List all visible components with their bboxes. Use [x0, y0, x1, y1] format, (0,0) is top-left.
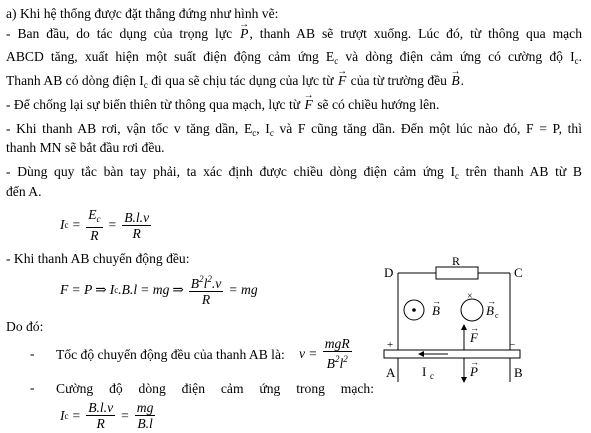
l6-e: và F cũng tăng dần. Đến một lúc nào đó, F = P, thì	[273, 121, 582, 136]
sym-v: .v	[211, 276, 222, 291]
sub-c: c	[252, 128, 257, 138]
vec-arrow-B: →	[432, 296, 441, 306]
l5-a: - Để chống lại sự biến thiên từ thông qua mạch, lực từ	[6, 97, 301, 112]
eq-sign: =	[309, 345, 317, 361]
implies-arrow: ⇒	[95, 281, 107, 297]
frac-Ec-R	[86, 207, 102, 243]
frac-mg-Bl	[135, 400, 156, 431]
sup-2: 2	[343, 354, 348, 364]
sub-c: c	[96, 214, 101, 224]
sym-R: R	[90, 228, 99, 243]
sym-R: R	[96, 416, 105, 431]
line-1: a) Khi hệ thống được đặt thẳng đứng như hình vẽ:	[6, 6, 279, 21]
sym-B: B	[190, 276, 200, 291]
bullet-2: Cường độ dòng điện cảm ứng trong mạch:	[56, 381, 374, 396]
l5-b: sẽ có chiều hướng lên.	[313, 97, 440, 112]
eq-sign: =	[72, 217, 81, 232]
line-4	[6, 72, 464, 94]
label-Bc: B	[486, 303, 494, 318]
sym-P: P	[83, 281, 93, 297]
sub-c: c	[574, 56, 579, 66]
line-5	[6, 96, 439, 114]
label-C: C	[514, 265, 523, 280]
formula-current	[60, 207, 153, 243]
bullet-1: Tốc độ chuyển động đều của thanh AB là:	[56, 347, 285, 362]
label-Bc-sub: c	[495, 311, 499, 320]
sym-B: B	[326, 356, 335, 371]
sub-c: c	[454, 171, 459, 181]
line-13: Do đó:	[6, 319, 44, 334]
sym-l: l	[339, 356, 344, 371]
sym-F: F	[60, 281, 69, 297]
sup-2: 2	[199, 274, 204, 284]
line-11: - Khi thanh AB chuyển động đều:	[6, 251, 190, 266]
plus-sign: +	[387, 339, 394, 351]
sup-2: 2	[334, 354, 340, 364]
sym-mg: mg	[241, 281, 258, 297]
eq-sign: =	[108, 217, 117, 232]
label-R: R	[452, 254, 461, 268]
sym-l: l	[203, 276, 208, 291]
sym-R: R	[132, 225, 141, 241]
sym-I: I	[109, 281, 115, 297]
label-Ic: I	[422, 364, 427, 379]
field-dot	[412, 308, 416, 312]
frac-B2l2v-R	[189, 272, 224, 307]
line-7: thanh MN sẽ bắt đầu rơi đều.	[6, 140, 165, 155]
minus-sign: −	[509, 339, 516, 351]
sym-v: v	[299, 345, 306, 361]
vec-arrow-F: →	[470, 323, 479, 333]
eq-sign: =	[229, 281, 237, 297]
line-8	[6, 163, 582, 185]
bar-AB	[384, 350, 520, 358]
vector-P: → P	[239, 25, 249, 43]
label-F: F	[470, 330, 478, 345]
label-P: P	[470, 364, 478, 379]
sym-mgR: mgR	[324, 336, 350, 351]
sym-Bl: B.l	[137, 416, 153, 431]
frac-mgR	[323, 336, 352, 371]
sym-I: I	[60, 217, 65, 232]
l4-c: đi qua sẽ chịu tác dụng của lực từ	[147, 73, 334, 88]
sub-c: c	[143, 80, 148, 90]
sub-c: c	[64, 410, 69, 421]
eq-sign: =	[121, 407, 129, 423]
l6-c: , I	[256, 121, 270, 136]
sym-mg: mg	[152, 281, 170, 297]
eq-sign: =	[72, 281, 80, 297]
l3-a: ABCD tăng, xuất hiện một suất điện động cảm ứng E	[6, 49, 335, 64]
l6-a: - Khi thanh AB rơi, vận tốc v tăng dần, E	[6, 121, 253, 136]
vector-F: → F	[337, 72, 347, 90]
formula-current-final	[60, 400, 157, 431]
l8-a: - Dùng quy tắc bàn tay phải, ta xác định được chiều dòng điện cảm ứng I	[6, 164, 455, 179]
period: .	[460, 73, 465, 88]
period: .	[578, 49, 583, 64]
l2-end: , thanh AB sẽ trượt xuống. Lúc đó, từ thông qua mạch	[249, 26, 583, 41]
sym-Blv: B.l.v	[124, 209, 150, 225]
weight-P-head	[461, 377, 467, 383]
sub-c: c	[334, 56, 339, 66]
sym-R: R	[201, 292, 211, 307]
sym-mg: mg	[136, 400, 154, 415]
sym-I: I	[60, 407, 65, 423]
dash-2: -	[30, 380, 35, 395]
formula-velocity	[299, 336, 354, 371]
label-D: D	[384, 265, 394, 280]
l3-c: và dòng điện cảm ứng có cường độ I	[338, 49, 575, 64]
sym-Blv: B.l.v	[88, 400, 114, 415]
line-3	[6, 48, 582, 70]
resistor	[436, 267, 478, 279]
frac-Blv-R	[122, 210, 151, 241]
sub-c: c	[114, 284, 119, 295]
l4-a: Thanh AB có dòng điện I	[6, 73, 144, 88]
sub-c: c	[64, 220, 69, 230]
eq-sign: =	[141, 281, 149, 297]
l4-d: của từ trường đều	[347, 73, 447, 88]
circuit-diagram	[376, 254, 576, 387]
vector-B: → B	[450, 72, 460, 90]
vec-arrow-Bc: →	[487, 296, 496, 306]
formula-equilibrium	[60, 272, 258, 307]
sub-c: c	[269, 128, 274, 138]
vector-F: → F	[304, 96, 314, 114]
l8-c: trên thanh AB từ B	[458, 164, 582, 179]
force-F-head	[461, 324, 467, 330]
sup-2: 2	[207, 274, 212, 284]
l2-start: - Ban đầu, do tác dụng của trọng lực	[6, 26, 233, 41]
line-2	[6, 25, 582, 43]
sym-Bl: .B.l	[118, 281, 138, 297]
dash-1: -	[30, 346, 35, 361]
implies-arrow: ⇒	[172, 281, 184, 297]
cross-mark: ×	[467, 291, 473, 302]
eq-sign: =	[72, 407, 81, 423]
field-Bc-circle	[461, 299, 483, 321]
frac-Blv-R	[86, 400, 115, 431]
vec-arrow-P: →	[470, 357, 479, 367]
label-Ic-sub: c	[430, 371, 434, 381]
label-A: A	[386, 365, 396, 380]
label-B-vec: B	[432, 303, 440, 318]
label-B-point: B	[514, 365, 523, 380]
sym-E: E	[88, 207, 97, 222]
line-9: đến A.	[6, 184, 42, 199]
